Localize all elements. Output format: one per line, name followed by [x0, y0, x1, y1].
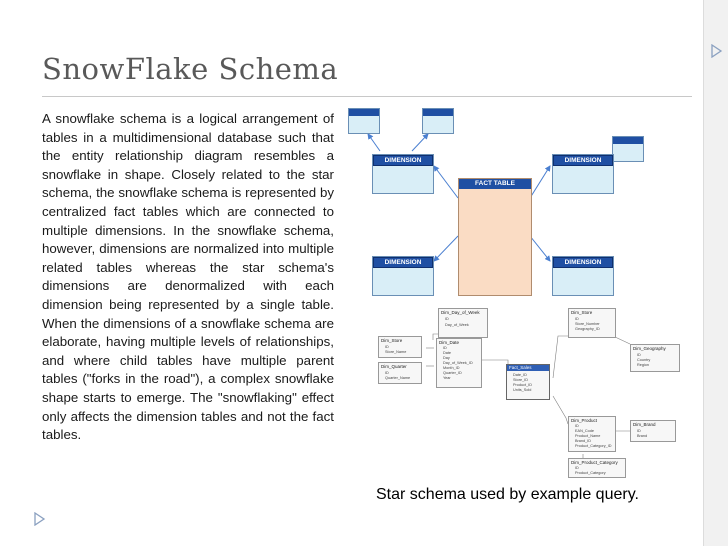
dimension-label: DIMENSION: [373, 257, 433, 268]
dimension-label: DIMENSION: [553, 257, 613, 268]
body-paragraph: A snowflake schema is a logical arrangement of tables in a multidimensional database such that the entity relationship diagram resembles a snowflake in shape. Closely related to the star schema, the snowflake schema is represented by centralized fact tables which are connected to multiple dimensions. In the snowflake schema, however, dimensions are normalized into multiple related tables whereas the star schema's dimensions are denormalized with each dimension being represented by a single table. When the dimensions of a snowflake schema are elaborate, having multiple levels of relationships, and where child tables have multiple parent tables ("forks in the road"), a complex snowflake shape starts to emerge. The "snowflaking" effect only affects the dimension tables and not the fact tables.: [42, 111, 334, 443]
fact-table-label: FACT TABLE: [459, 179, 531, 189]
sub-dimension-box: [348, 108, 380, 134]
table-fact-sales: Fact_Sales Date_ID Store_ID Product_ID Units_Sold: [506, 364, 550, 400]
sub-dimension-box: [422, 108, 454, 134]
dimension-box: [372, 154, 434, 194]
dimension-box: [552, 256, 614, 296]
table-product-category: Dim_Product_Category ID Product_Category: [568, 458, 626, 478]
table-brand: Dim_Brand ID Brand: [630, 420, 676, 442]
table-date: Dim_Date ID Date Day Day_of_Week_ID Month_ID Quarter_ID Year: [436, 338, 482, 388]
right-sidebar: [703, 0, 728, 546]
dimension-box: [552, 154, 614, 194]
table-geography: Dim_Geography ID Country Region: [630, 344, 680, 372]
table-day-of-week: Dim_Day_of_Week ID Day_of_Week: [438, 308, 488, 338]
table-quarter: Dim_Quarter ID Quarter_Name: [378, 362, 422, 384]
table-product: Dim_Product ID EAN_Code Product_Name Brand_ID Product_Category_ID: [568, 416, 616, 452]
fact-table-box: [458, 178, 532, 296]
table-store-geo: Dim_Store ID Store_Number Geography_ID: [568, 308, 616, 338]
dimension-label: DIMENSION: [373, 155, 433, 166]
sub-dimension-box: [612, 136, 644, 162]
triangle-bullet-icon: [32, 512, 46, 526]
diagram-caption: Star schema used by example query.: [376, 486, 639, 503]
dimension-box: [372, 256, 434, 296]
dimension-label: DIMENSION: [553, 155, 613, 166]
triangle-bullet-icon: [709, 44, 723, 58]
slide-title: SnowFlake Schema: [42, 52, 339, 86]
table-store: Dim_Store ID Store_Name: [378, 336, 422, 358]
